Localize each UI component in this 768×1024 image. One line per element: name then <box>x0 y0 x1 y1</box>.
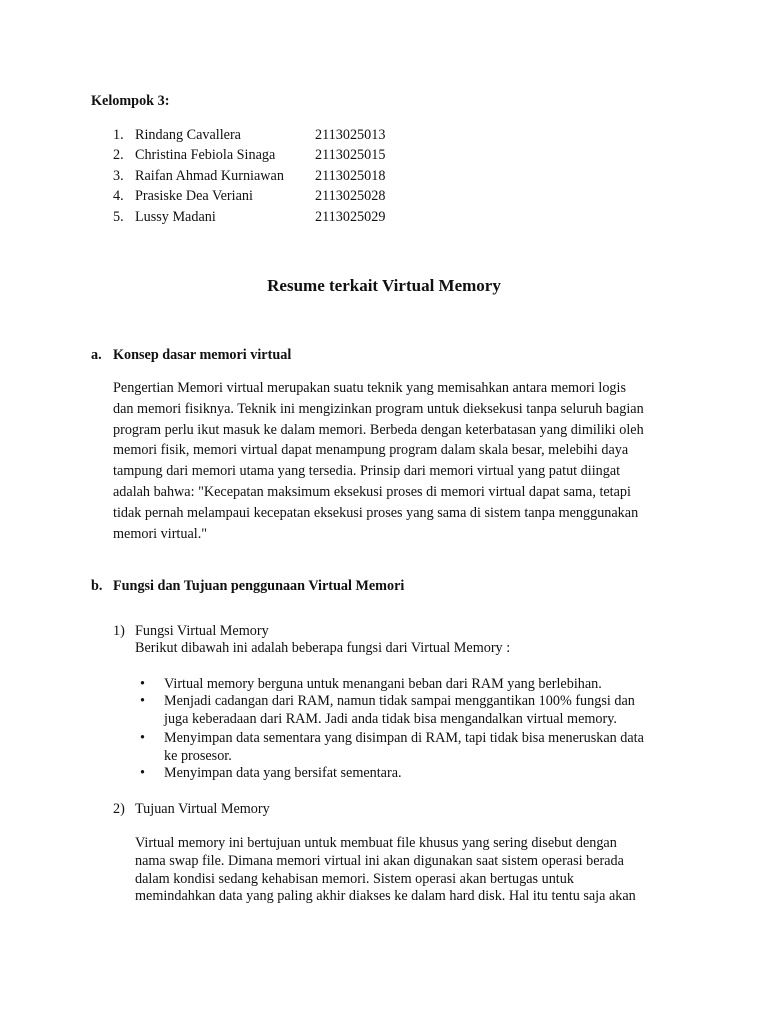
member-number: 2. <box>113 147 124 163</box>
paragraph-line: Virtual memory ini bertujuan untuk membuat file khusus yang sering disebut dengan <box>135 835 617 851</box>
bullet-icon: • <box>140 730 145 746</box>
list-item-line: Menyimpan data sementara yang disimpan di RAM, tapi tidak bisa meneruskan data <box>164 730 644 746</box>
section-a-marker: a. <box>91 347 102 363</box>
bullet-icon: • <box>140 693 145 709</box>
bullet-icon: • <box>140 676 145 692</box>
section-b-marker: b. <box>91 578 103 594</box>
member-number: 3. <box>113 168 124 184</box>
list-item-line: Virtual memory berguna untuk menangani beban dari RAM yang berlebihan. <box>164 676 602 692</box>
subsection-2-paragraph <box>135 835 636 906</box>
subsection-1-marker: 1) <box>113 623 125 639</box>
subsection-2-marker: 2) <box>113 801 125 817</box>
list-item <box>164 730 644 765</box>
section-a-paragraph <box>113 378 644 544</box>
member-number: 4. <box>113 188 124 204</box>
member-nim: 2113025018 <box>315 168 386 184</box>
paragraph-line: dalam kondisi sedang kehabisan memori. Sistem operasi akan bertugas untuk <box>135 870 574 887</box>
paragraph-line: tampung dari memori utama yang tersedia. Prinsip dari memori virtual yang patut diingat <box>113 463 621 480</box>
paragraph-line: memindahkan data yang paling akhir diakses ke dalam hard disk. Hal itu tentu saja akan <box>135 888 636 905</box>
list-item-line: ke prosesor. <box>164 747 232 764</box>
member-nim: 2113025015 <box>315 147 386 163</box>
paragraph-line: memori virtual." <box>113 525 208 542</box>
list-item-line: juga keberadaan dari RAM. Jadi anda tidak bisa mengandalkan virtual memory. <box>164 710 617 727</box>
subsection-1-title: Fungsi Virtual Memory <box>135 623 269 639</box>
list-item <box>164 765 402 783</box>
member-number: 5. <box>113 209 124 225</box>
member-name: Rindang Cavallera <box>135 127 241 143</box>
list-item <box>164 693 635 728</box>
section-a-heading: Konsep dasar memori virtual <box>113 347 292 363</box>
paragraph-line: Pengertian Memori virtual merupakan suatu teknik yang memisahkan antara memori logis <box>113 380 626 396</box>
list-item-line: Menyimpan data yang bersifat sementara. <box>164 765 402 781</box>
document-title: Resume terkait Virtual Memory <box>267 276 501 295</box>
member-name: Raifan Ahmad Kurniawan <box>135 168 284 184</box>
subsection-2-title: Tujuan Virtual Memory <box>135 801 270 817</box>
member-nim: 2113025013 <box>315 127 386 143</box>
member-nim: 2113025029 <box>315 209 386 225</box>
list-item-line: Menjadi cadangan dari RAM, namun tidak sampai menggantikan 100% fungsi dan <box>164 693 635 709</box>
paragraph-line: tidak pernah melampaui kecepatan eksekusi proses yang sama di sistem tanpa menggunakan <box>113 504 639 521</box>
group-title: Kelompok 3: <box>91 93 170 109</box>
list-item <box>164 676 602 694</box>
member-nim: 2113025028 <box>315 188 386 204</box>
member-name: Christina Febiola Sinaga <box>135 147 276 163</box>
paragraph-line: program perlu ikut masuk ke dalam memori. Berbeda dengan keterbatasan yang dimiliki oleh <box>113 421 644 438</box>
paragraph-line: memori fisik, memori virtual dapat menampung program dalam skala besar, melebihi daya <box>113 442 629 459</box>
subsection-1-intro: Berikut dibawah ini adalah beberapa fungsi dari Virtual Memory : <box>135 640 511 656</box>
member-name: Lussy Madani <box>135 209 216 225</box>
member-number: 1. <box>113 127 124 143</box>
member-name: Prasiske Dea Veriani <box>135 188 253 204</box>
paragraph-line: dan memori fisiknya. Teknik ini mengizinkan program untuk dieksekusi tanpa seluruh bagian <box>113 400 644 417</box>
paragraph-line: nama swap file. Dimana memori virtual ini akan digunakan saat sistem operasi berada <box>135 852 624 869</box>
section-b-heading: Fungsi dan Tujuan penggunaan Virtual Memori <box>113 578 405 594</box>
bullet-icon: • <box>140 765 145 781</box>
paragraph-line: adalah bahwa: "Kecepatan maksimum eksekusi proses di memori virtual dapat sama, tetapi <box>113 483 631 500</box>
